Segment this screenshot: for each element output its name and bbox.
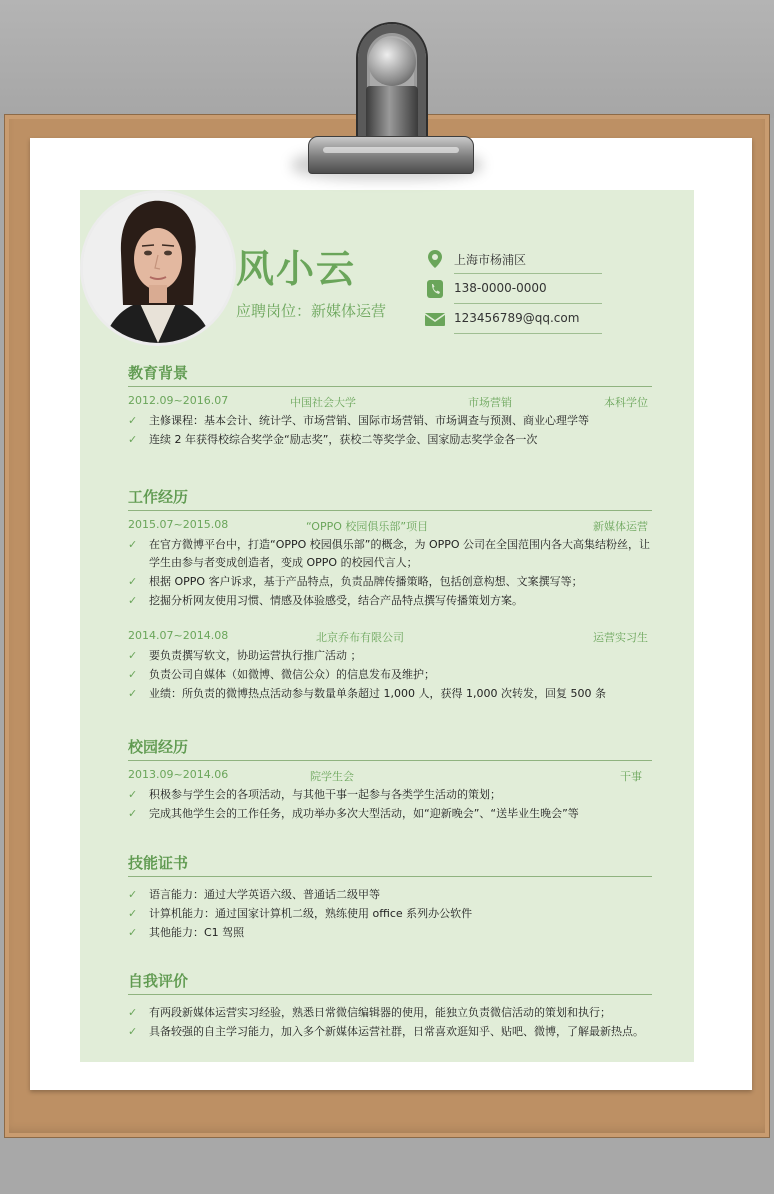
resume-page [80, 190, 694, 1062]
work-row [128, 515, 652, 535]
list-item: ✓ 业绩：所负责的微博热点活动参与数量单条超过 1,000 人，获得 1,000 次转发，回复 500 条 [128, 685, 652, 703]
check-icon: ✓ [128, 575, 138, 588]
portrait-image [83, 193, 233, 343]
binder-clip-spine [366, 86, 418, 142]
list-item: ✓ 在官方微博平台中，打造“OPPO 校园俱乐部”的概念，为 OPPO 公司在全国范围内各大高集结粉丝，让学生由参与者变成创造者，变成 OPPO 的校园代言人； [128, 538, 651, 569]
contact-phone [424, 276, 604, 304]
divider [454, 333, 602, 334]
email-text: 123456789@qq.com [454, 311, 580, 325]
contact-address [424, 246, 604, 274]
check-icon: ✓ [128, 433, 138, 446]
list-item: ✓ 挖掘分析网友使用习惯、情感及体验感受，结合产品特点撰写传播策划方案。 [128, 592, 652, 610]
list-item: ✓ 具备较强的自主学习能力，加入多个新媒体运营社群，日常喜欢逛知乎、贴吧、微博，了解最新热点。 [128, 1023, 652, 1041]
list-item: ✓ 有两段新媒体运营实习经验，熟悉日常微信编辑器的使用，能独立负责微信活动的策划和执行； [128, 1004, 652, 1022]
section-title: 技能证书 [128, 852, 652, 877]
period: 2012.09~2016.07 [128, 394, 229, 407]
check-icon: ✓ [128, 807, 138, 820]
check-icon: ✓ [128, 926, 138, 939]
contact-email [424, 306, 604, 334]
phone-text: 138-0000-0000 [454, 281, 547, 295]
list-item: ✓ 负责公司自媒体（如微博、微信公众）的信息发布及维护； [128, 666, 652, 684]
location-pin-icon [424, 248, 446, 270]
list-item: ✓ 连续 2 年获得校综合奖学金“励志奖”，获校二等奖学金、国家励志奖学金各一次 [128, 431, 652, 449]
list-item: ✓ 完成其他学生会的工作任务，成功举办多次大型活动，如“迎新晚会”、“送毕业生晚会”等 [128, 805, 652, 823]
check-icon: ✓ [128, 594, 138, 607]
avatar [80, 190, 236, 346]
check-icon: ✓ [128, 414, 138, 427]
candidate-name: 风小云 [236, 247, 357, 291]
degree: 本科学位 [604, 396, 648, 409]
list-item: ✓ 积极参与学生会的各项活动，与其他干事一起参与各类学生活动的策划； [128, 786, 652, 804]
check-icon: ✓ [128, 888, 138, 901]
period: 2015.07~2015.08 [128, 518, 229, 531]
check-icon: ✓ [128, 907, 138, 920]
organization: 北京乔布有限公司 [316, 631, 404, 644]
applied-position: 应聘岗位：新媒体运营 [236, 302, 387, 320]
check-icon: ✓ [128, 1006, 138, 1019]
organization: 院学生会 [310, 770, 354, 783]
section-work [128, 486, 652, 703]
list-item: ✓ 语言能力：通过大学英语六级、普通话二级甲等 [128, 886, 652, 904]
section-self-evaluation [128, 970, 652, 1041]
check-icon: ✓ [128, 668, 138, 681]
section-education [128, 362, 652, 449]
list-item: ✓ 要负责撰写软文，协助运营执行推广活动 ； [128, 647, 652, 665]
campus-row [128, 765, 652, 785]
work-row [128, 626, 652, 646]
role: 运营实习生 [593, 631, 648, 644]
section-title: 校园经历 [128, 736, 652, 761]
school: 中国社会大学 [290, 396, 356, 409]
binder-clip-knob [368, 38, 416, 86]
address-text: 上海市杨浦区 [454, 253, 527, 267]
period: 2014.07~2014.08 [128, 629, 229, 642]
section-title: 教育背景 [128, 362, 652, 387]
major: 市场营销 [468, 396, 512, 409]
check-icon: ✓ [128, 687, 138, 700]
list-item: ✓ 其他能力：C1 驾照 [128, 924, 652, 942]
mail-icon [424, 308, 446, 330]
organization: “OPPO 校园俱乐部”项目 [306, 520, 429, 533]
section-title: 自我评价 [128, 970, 652, 995]
list-item: ✓ 计算机能力：通过国家计算机二级，熟练使用 office 系列办公软件 [128, 905, 652, 923]
education-row [128, 391, 652, 411]
role: 干事 [620, 770, 642, 783]
check-icon: ✓ [128, 788, 138, 801]
binder-clip-base [308, 136, 474, 174]
check-icon: ✓ [128, 538, 138, 551]
phone-icon [424, 278, 446, 300]
list-item: ✓ 主修课程：基本会计、统计学、市场营销、国际市场营销、市场调查与预测、商业心理学等 [128, 412, 652, 430]
divider [454, 273, 602, 274]
period: 2013.09~2014.06 [128, 768, 229, 781]
divider [454, 303, 602, 304]
list-item: ✓ 根据 OPPO 客户诉求，基于产品特点，负责品牌传播策略，包括创意构想、文案撰写等； [128, 573, 652, 591]
section-skills [128, 852, 652, 942]
section-title: 工作经历 [128, 486, 652, 511]
check-icon: ✓ [128, 1025, 138, 1038]
check-icon: ✓ [128, 649, 138, 662]
section-campus [128, 736, 652, 823]
role: 新媒体运营 [593, 520, 648, 533]
